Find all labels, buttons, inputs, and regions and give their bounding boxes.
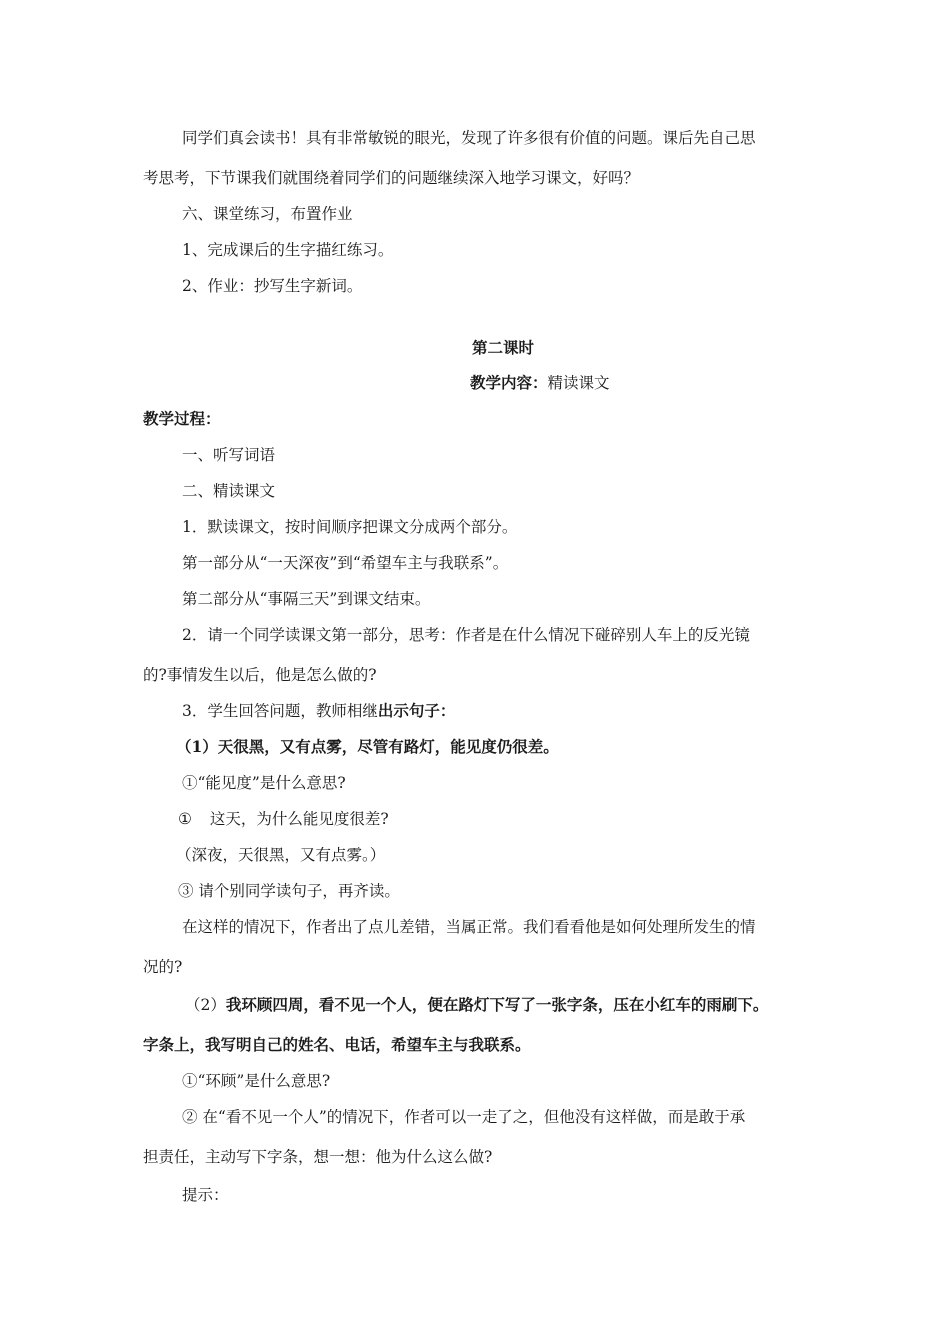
sentence-number: （2） [185, 996, 226, 1014]
paragraph-line: 况的? [143, 958, 183, 976]
paragraph-line: 在这样的情况下，作者出了点儿差错，当属正常。我们看看他是如何处理所发生的情 [182, 918, 756, 936]
teaching-content [470, 373, 610, 393]
paragraph-line: 1．默读课文，按时间顺序把课文分成两个部分。 [182, 518, 518, 536]
paragraph-line: 的?事情发生以后，他是怎么做的? [143, 666, 377, 684]
lesson-title: 第二课时 [471, 338, 534, 357]
paragraph-line: 2．请一个同学读课文第一部分，思考：作者是在什么情况下碰碎别人车上的反光镜 [182, 626, 750, 644]
question-number: ① [178, 810, 192, 828]
quoted-sentence: （1）天很黑，又有点雾，尽管有路灯，能见度仍很差。 [176, 737, 559, 756]
question-item: 担责任，主动写下字条，想一想：他为什么这么做? [143, 1148, 493, 1166]
list-item: 1、完成课后的生字描红练习。 [182, 241, 394, 259]
paragraph-line: 第一部分从“一天深夜”到“希望车主与我联系”。 [182, 554, 509, 572]
question-item: ①“环顾”是什么意思? [182, 1072, 331, 1090]
hint-label: 提示： [182, 1186, 229, 1204]
question-item: ③ 请个别同学读句子，再齐读。 [178, 882, 400, 900]
answer-item: （深夜，天很黑，又有点雾。） [176, 846, 386, 864]
sentence-text: 我环顾四周，看不见一个人，便在路灯下写了一张字条，压在小红车的雨刷下。 [225, 995, 769, 1014]
paragraph-line: 第二部分从“事隔三天”到课文结束。 [182, 590, 431, 608]
question-item [178, 809, 389, 829]
process-heading: 教学过程： [143, 409, 221, 428]
quoted-sentence: 字条上，我写明自己的姓名、电话，希望车主与我联系。 [143, 1035, 531, 1054]
section-heading: 六、课堂练习，布置作业 [182, 205, 353, 223]
paragraph-line: 同学们真会读书！具有非常敏锐的眼光，发现了许多很有价值的问题。课后先自己思 [182, 129, 756, 147]
list-item: 2、作业：抄写生字新词。 [182, 277, 363, 295]
step-heading: 一、听写词语 [182, 446, 276, 464]
question-text: 这天，为什么能见度很差? [209, 810, 389, 828]
question-item: ①“能见度”是什么意思? [182, 774, 346, 792]
paragraph-line [182, 701, 455, 721]
step-heading: 二、精读课文 [182, 482, 276, 500]
paragraph-bold-text: 出示句子： [377, 701, 456, 720]
teaching-content-label: 教学内容： [470, 373, 548, 392]
teaching-content-value: 精读课文 [547, 374, 610, 392]
paragraph-text: 3．学生回答问题，教师相继 [182, 702, 378, 720]
quoted-sentence [185, 995, 768, 1015]
question-item: ② 在“看不见一个人”的情况下，作者可以一走了之，但他没有这样做，而是敢于承 [182, 1108, 746, 1126]
paragraph-line: 考思考，下节课我们就围绕着同学们的问题继续深入地学习课文，好吗？ [143, 169, 640, 187]
